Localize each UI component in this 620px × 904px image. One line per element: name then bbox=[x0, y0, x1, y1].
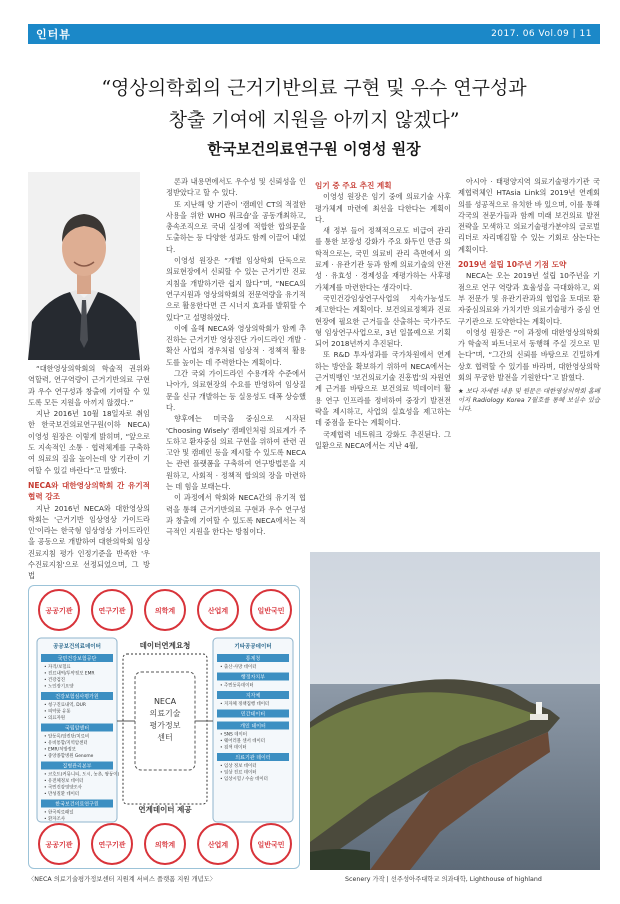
paragraph: 지난 2016년 NECA와 대한영상의학회는 '근거기반 임상영상 가이드라인'이라는 한국형 임상영상 가이드라인을 공동으로 개발하여 대한의학회 임상진료지침 평가 인정기준을 반족한 '우수진료지침'으로 선정되었으며, 그 방법 bbox=[28, 503, 150, 581]
paragraph: 그간 국외 가이드라인 수용개작 수준에서 나아가, 의료현장의 수요를 반영하여 임상질문을 신규 개발하는 등 실용성도 대폭 상승했다. bbox=[166, 369, 306, 412]
left-group-item: • 노인장기요양 bbox=[44, 684, 74, 690]
paragraph: 국민건강임상연구사업의 지속가능성도 제고한다는 계획이다. 보건의료정책과 진료현장에 필요한 근거들을 산출하는 국가주도형 임상연구사업으로, 3년 일몰예으로 기획되어 2018년까지 추진된다. bbox=[315, 293, 451, 349]
right-group-item: • 지자체 정책집행 데이터 bbox=[220, 702, 270, 707]
lighthouse-photo bbox=[310, 552, 600, 870]
top-node-label: 의학계 bbox=[154, 607, 176, 615]
paragraph: 새 정부 들어 정책적으로도 비급여 관리를 통한 보장성 강화가 주요 화두인 만큼 의학적으로는, 국민 의료비 관리 측면에서 의료계 · 유관기관 등과 함께 의료기술의 안전성 · 유효성 · 경제성을 재평가하는 사후평가체계를 마련한다는 생각이다. bbox=[315, 226, 451, 292]
left-group-item: • 만성질환 데이터 bbox=[44, 792, 80, 797]
top-node-label: 연구기관 bbox=[98, 607, 126, 615]
top-node-label: 일반국민 bbox=[257, 607, 285, 615]
right-group-item: • 임상 진료 데이터 bbox=[220, 770, 257, 776]
center-label-line: NECA bbox=[153, 697, 177, 706]
paragraph: 론과 내용면에서도 우수성 및 신뢰성을 인정받았다고 할 수 있다. bbox=[166, 177, 306, 198]
top-node-label: 공공기관 bbox=[45, 607, 73, 615]
left-group-item: • 암등록/암진단/치료비 bbox=[44, 734, 90, 740]
left-group-item: • 중앙종합병원 Genome bbox=[44, 754, 94, 759]
column-4 bbox=[458, 176, 600, 414]
neca-platform-diagram bbox=[28, 585, 300, 869]
left-group-title: 질병관리본부 bbox=[62, 763, 92, 770]
right-panel-title: 기타공공데이터 bbox=[234, 644, 272, 650]
left-group-item: • 의료자원 bbox=[44, 716, 65, 721]
left-group-item: • 청구진료내역, DUR bbox=[44, 703, 86, 708]
paragraph: NECA는 오는 2019년 설립 10주년을 기점으로 연구 역량과 효율성을 극대화하고, 외부 전문가 및 유관기관과의 협업을 토대로 환자중심의료와 가치기반 의료기술평가 중심 연구기관으로 도약한다는 계획이다. bbox=[458, 271, 600, 326]
paragraph: 또 R&D 투자성과를 국가차원에서 연계하는 방안을 확보하기 위하여 NECA에서는 근거빅뱅인 '보건의료기술 진흥법'의 자원연계 근거를 바탕으로 보건의료 빅데이터 활용 연구 인프라를 정비하여 중장기 발전전략을 제시하고, 사업의 실효성을 제고하는데 중점을 둔다는 계획이다. bbox=[315, 350, 451, 428]
diagram-canvas bbox=[29, 586, 301, 870]
section-heading: 2019년 설립 10주년 기점 도약 bbox=[458, 260, 567, 270]
header-bar bbox=[28, 24, 600, 44]
left-group-item: • 의약품 유통 bbox=[44, 709, 71, 715]
left-group-item: • 진료내역/투약정보 EMR bbox=[44, 671, 95, 677]
column-2 bbox=[166, 176, 306, 538]
paragraph: “대한영상의학회의 학술적 권위와 역할력, 연구역량이 근거기반의료 구현과 우수 연구성과 창출에 기여할 수 있도록 모든 지원을 아끼지 않겠다.” bbox=[28, 364, 150, 407]
lighthouse-image bbox=[310, 552, 600, 870]
right-group-title: 행정자치부 bbox=[240, 674, 266, 681]
portrait-photo bbox=[28, 172, 140, 360]
column-3 bbox=[315, 176, 451, 451]
paragraph: 아시아 · 태평양지역 의료기술평가기관 국제협력체인 HTAsia Link의 2019년 연례회의를 성공적으로 유치한 바 있으며, 이를 통해 각국의 전문가들과 함께 미래 보건의료 발전전략을 모색하고 의료기술평가분야의 글로벌 리더로 자리매김할 수 있는 기회로 삼는다는 계획이다. bbox=[458, 177, 600, 254]
paragraph: 이영성 원장은 “이 과정에 대한영상의학회가 학술적 파트너로서 동행해 주실 것으로 믿는다”며, “그간의 신뢰를 바탕으로 긴밀하게 상호 협력할 수 있기를 바라며, 대한영상의학회의 무궁한 발전을 기원한다”고 밝혔다. bbox=[458, 327, 600, 383]
section-heading: NECA와 대한영상의학회 간 유기적 협력 강조 bbox=[28, 480, 150, 502]
center-label-line: 센터 bbox=[157, 733, 173, 742]
paragraph: 이영성 원장은 “개별 임상학회 단독으로 의료현장에서 신뢰할 수 있는 근거기반 진료지침을 개발하기란 쉽지 않다”며, “NECA의 연구지원과 영상의학회의 전문역량을 유기적으로 활용한다면 큰 시너지 효과를 발휘할 수 있다”고 설명하였다. bbox=[166, 256, 306, 322]
paragraph: 국제협력 네트워크 강화도 추진된다. 그 일환으로 NECA에서는 지난 4월, bbox=[315, 429, 451, 450]
bottom-node-label: 공공기관 bbox=[45, 841, 73, 849]
right-group-title: 민간데이터 bbox=[240, 711, 266, 718]
right-group-item: • 웨어러블 센서 데이터 bbox=[220, 739, 265, 744]
right-group-item: • 임상시험 / 수술 데이터 bbox=[220, 777, 268, 782]
top-node-label: 산업계 bbox=[207, 607, 229, 615]
portrait-image bbox=[28, 172, 140, 360]
paragraph: 향후에는 미국을 중심으로 시작된 'Choosing Wisely' 캠페인처럼 의료계가 주도하고 환자중심 의료 구현을 위하여 관련 권고안 및 캠페인 등을 제시할 수 있도록 NECA는 관련 플랫폼을 구축하여 연구방법론을 지원하고, 사회적 · 정책적 합의의 장을 마련하는 데 힘을 보태는다. bbox=[166, 414, 306, 492]
center-label-line: 의료기술 bbox=[149, 709, 181, 718]
bottom-node-label: 산업계 bbox=[207, 841, 229, 849]
left-group-item: • 환자조사 bbox=[44, 817, 65, 822]
page-header bbox=[0, 0, 620, 41]
photo-caption: Scenery 가작 | 선주성아주대학교 의과대학, Lighthouse of highland bbox=[345, 876, 542, 883]
right-group-title: 의료기관 데이터 bbox=[235, 755, 271, 761]
left-group-item: • 국민건강영양조사 bbox=[44, 785, 82, 791]
right-group-title: 개인 데이터 bbox=[240, 723, 266, 730]
byline: 한국보건의료연구원 이영성 원장 bbox=[207, 140, 421, 158]
paragraph: 이에 올해 NECA와 영상의학회가 함께 추진하는 근거기반 영상진단 가이드라인 개발 · 확산 사업의 경우처럼 임상적 · 정책적 활용도를 높이는 데 주력한다는 계획이다. bbox=[166, 323, 306, 367]
paragraph: 이 과정에서 학회와 NECA간의 유기적 협력을 통해 근거기반의료 구현과 우수 연구성과 창출에 기여할 수 있도록 NECA에서는 적극적인 지원을 한다는 방침이다. bbox=[166, 493, 306, 537]
right-group-item: • 검색 데이터 bbox=[220, 745, 247, 751]
left-panel-title: 공공보건의료데이터 bbox=[53, 644, 101, 650]
section-label: 인터뷰 bbox=[36, 28, 71, 41]
footnote: ★ 보다 자세한 내용 및 원문은 대한영상의학회 홈페이지 Radiology Korea 7월호를 통해 보실수 있습니다. bbox=[458, 388, 600, 414]
left-group-item: • 코호트(커뮤니티, 도시, 농촌, 쌍둥이) bbox=[44, 772, 120, 778]
left-group-item: • 건강검진 bbox=[44, 678, 65, 683]
right-group-item: • SNS 데이터 bbox=[220, 732, 247, 738]
right-group-item: • 임상 정보 데이터 bbox=[220, 764, 257, 769]
left-group-title: 국립암센터 bbox=[64, 725, 90, 732]
paragraph: 또 지난해 양 기관이 '캠페인 CT의 적절한 사용을 위한 WHO 워크숍'을 공동개최하고, 총속조직으로 국내 실정에 적합한 합의문을 도출하는 등 다양한 성과도 함께 이끌어 내었다. bbox=[166, 199, 306, 254]
right-group-item: • 주민등록데이터 bbox=[220, 683, 254, 689]
left-group-title: 건강보험심사평가원 bbox=[55, 694, 99, 700]
left-group-item: • 유비통합/지역암센터 bbox=[44, 741, 88, 746]
left-group-item: • 자격/보험료 bbox=[44, 665, 71, 670]
title-line-2: 창출 기여에 지원을 아끼지 않겠다” bbox=[168, 109, 460, 131]
paragraph: 지난 2016년 10월 18일자로 취임한 한국보건의료연구원(이하 NECA) 이영성 원장은 이렇게 밝히며, “앞으로도 지속적인 소통 · 협력체계를 구축하여 의료의 질을 높이는데 양 기관이 기여할 수 있길 바란다”고 말했다. bbox=[28, 409, 150, 475]
bottom-node-label: 일반국민 bbox=[257, 841, 285, 849]
title-line-1: “영상의학회의 근거기반의료 구현 및 우수 연구성과 bbox=[101, 77, 527, 99]
left-group-item: • 유전체정보 데이터 bbox=[44, 779, 84, 784]
right-group-title: 지자체 bbox=[245, 693, 261, 699]
bottom-node-label: 의학계 bbox=[154, 841, 176, 849]
diagram-caption: 〈NECA 의료기술평가정보센터 지원계 서비스 플랫폼 지원 개념도〉 bbox=[28, 876, 216, 883]
left-group-title: 국민건강보험공단 bbox=[57, 656, 97, 662]
provide-label: 연계데이터 제공 bbox=[138, 805, 192, 814]
left-group-title: 한국보건의료연구원 bbox=[55, 801, 99, 808]
center-label-line: 평가정보 bbox=[149, 721, 181, 730]
section-heading: 임기 중 주요 추진 계획 bbox=[315, 181, 392, 190]
column-1-top bbox=[28, 363, 150, 582]
page-title bbox=[28, 72, 600, 136]
bottom-node-label: 연구기관 bbox=[98, 841, 126, 849]
left-group-item: • 한국의료패널 bbox=[44, 810, 74, 816]
paragraph: 이영성 원장은 임기 중에 의료기술 사후평가체계 마련에 최선을 다한다는 계획이다. bbox=[315, 192, 451, 224]
left-group-item: • EMR/처방정보 bbox=[44, 747, 77, 753]
issue-label: 2017. 06 Vol.09 | 11 bbox=[491, 29, 592, 39]
right-group-title: 통계청 bbox=[245, 656, 261, 662]
integration-label: 데이터연계요청 bbox=[139, 641, 191, 650]
right-group-item: • 출산·사망 데이터 bbox=[220, 665, 257, 670]
